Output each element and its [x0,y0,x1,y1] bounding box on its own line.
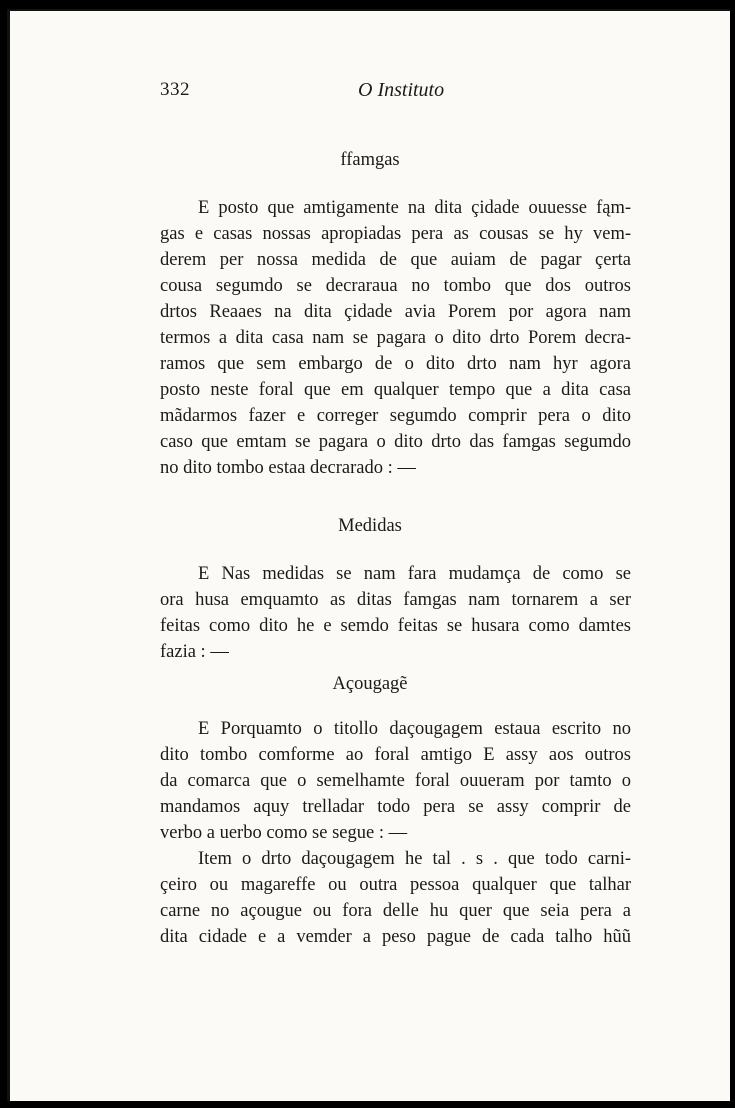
text-line: ora husa emquamto as ditas famgas nam tornarem a ser [160,590,631,610]
text-line: E posto que amtigamente na dita çidade ouuesse fąm- [198,198,631,218]
text-line: mãdarmos fazer e correger segumdo comprir pera o dito [160,406,631,426]
section-title: ffamgas [340,150,400,170]
section-title: Açougagẽ [332,674,408,694]
text-line: gas e casas nossas apropiadas pera as cousas se hy vem- [160,224,631,244]
text-line: caso que emtam se pagara o dito drto das famgas segumdo [160,432,631,452]
text-line: termos a dita casa nam se pagara o dito drto Porem decra- [160,328,631,348]
page-header [160,79,660,109]
page-number: 332 [160,79,190,100]
running-title: O Instituto [358,79,445,101]
section-title: Medidas [338,516,402,536]
text-line: verbo a uerbo como se segue : — [160,823,408,843]
text-line: dito tombo comforme ao foral amtigo E assy aos outros [160,745,631,765]
text-line: carne no açougue ou fora delle hu quer que seia pera a [160,901,631,921]
text-line: E Nas medidas se nam fara mudamça de como se [198,564,631,584]
text-line: Item o drto daçougagem he tal . s . que todo carni- [198,849,631,869]
text-line: fazia : — [160,642,229,662]
text-line: mandamos aquy trelladar todo pera se assy comprir de [160,797,631,817]
text-line: çeiro ou magareffe ou outra pessoa qualquer que talhar [160,875,631,895]
book-page [7,9,730,1101]
text-line: ramos que sem embargo de o dito drto nam hyr agora [160,354,631,374]
text-line: feitas como dito he e semdo feitas se husara como damtes [160,616,631,636]
text-line: cousa segumdo se decraraua no tombo que dos outros [160,276,631,296]
text-line: posto neste foral que em qualquer tempo que a dita casa [160,380,631,400]
text-line: drtos Reaaes na dita çidade avia Porem por agora nam [160,302,631,322]
text-line: dita cidade e a vemder a peso pague de cada talho hũũ [160,927,631,947]
text-line: da comarca que o semelhamte foral ouueram por tamto o [160,771,631,791]
text-line: no dito tombo estaa decrarado : — [160,458,416,478]
text-line: E Porquamto o titollo daçougagem estaua escrito no [198,719,631,739]
text-line: derem per nossa medida de que auiam de pagar çerta [160,250,631,270]
